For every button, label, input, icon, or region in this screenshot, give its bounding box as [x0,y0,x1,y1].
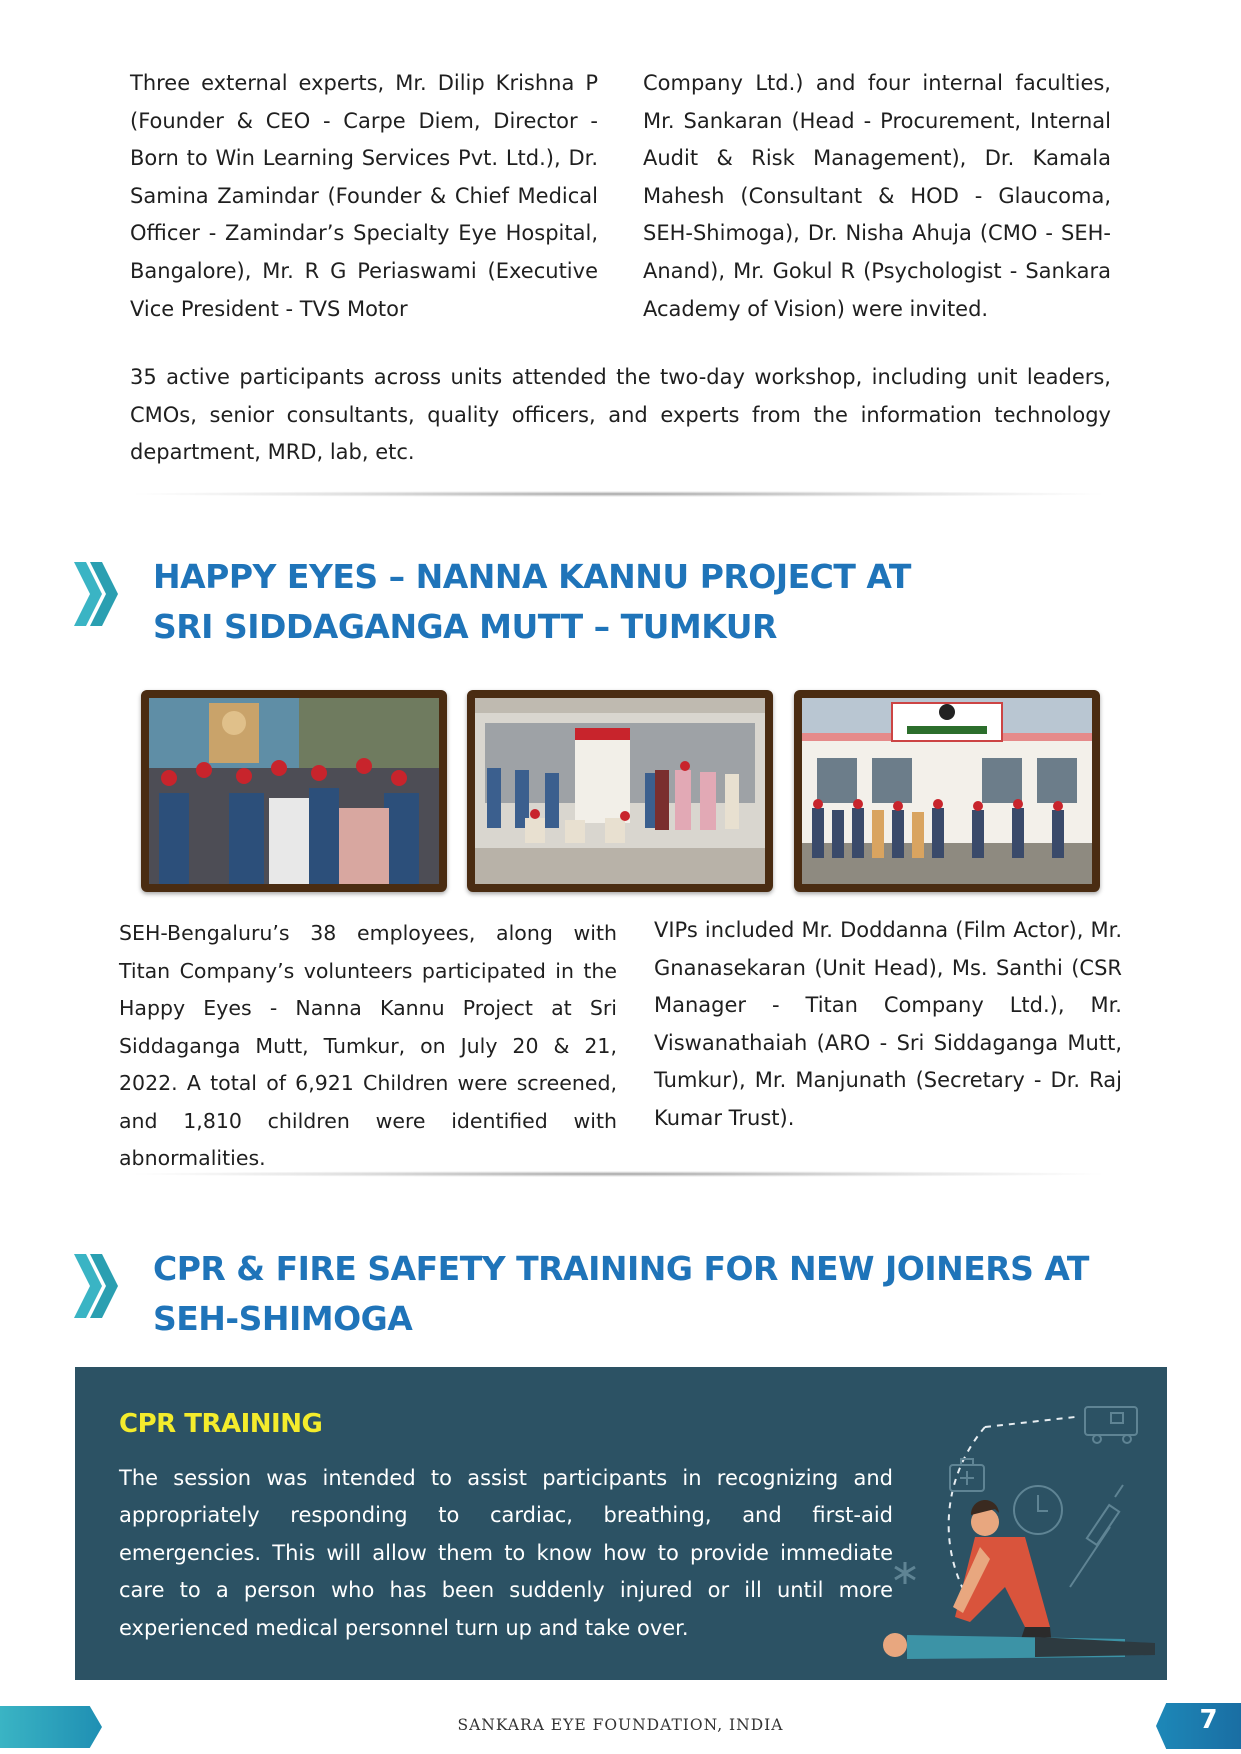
happy-eyes-heading-line2: SRI SIDDAGANGA MUTT – TUMKUR [153,607,777,646]
cpr-training-panel [75,1367,1167,1680]
intro-right-column: Company Ltd.) and four internal faculties, Mr. Sankaran (Head - Procurement, Internal Audit & Risk Management), Dr. Kamala Mahesh (Consultant & HOD - Glaucoma, SEH-Shimoga), Dr. Nisha Ahuja (CMO - SEH-Anand), Mr. Gokul R (Psychologist - Sankara Academy of Vision) were invited. [643,71,1111,321]
chevron-icon [74,558,120,630]
cpr-heading-line2: SEH-SHIMOGA [153,1299,413,1338]
footer-org-name: SANKARA EYE FOUNDATION, INDIA [457,1716,784,1734]
page-number: 7 [1199,1705,1218,1735]
cpr-training-title: CPR TRAINING [119,1409,323,1439]
participants-paragraph: 35 active participants across units attended the two-day workshop, including unit leaders, CMOs, senior consultants, quality officers, and experts from the information technology department, MRD, lab, etc. [130,365,1111,465]
cpr-section-heading [153,1244,1089,1344]
section-divider [136,1171,1101,1177]
cpr-training-text: The session was intended to assist participants in recognizing and appropriately responding to cardiac, breathing, and first-aid emergencies. This will allow them to know how to provide immediate care to a person who has been suddenly injured or ill until more experienced medical personnel turn up and take over. [119,1466,893,1640]
chevron-icon [74,1250,120,1322]
happy-eyes-heading-line1: HAPPY EYES – NANNA KANNU PROJECT AT [153,557,911,596]
photo-screening-crowd [141,690,447,892]
happy-eyes-left-column: SEH-Bengaluru’s 38 employees, along with Titan Company’s volunteers participated in the Happy Eyes - Nanna Kannu Project at Sri Siddaganga Mutt, Tumkur, on July 20 & 21, 2022. A total of 6,921 Children were screened, and 1,810 children were identified with abnormalities. [119,921,617,1170]
ambulance-icon [1085,1407,1137,1443]
star-of-life-icon [895,1562,915,1584]
patient-lying-down [883,1633,1155,1659]
happy-eyes-heading [153,552,911,652]
happy-eyes-right-column: VIPs included Mr. Doddanna (Film Actor), Mr. Gnanasekaran (Unit Head), Ms. Santhi (CSR Manager - Titan Company Ltd.), Mr. Viswanathaiah (ARO - Sri Siddaganga Mutt, Tumkur), Mr. Manjunath (Secretary - Dr. Raj Kumar Trust). [654,918,1122,1130]
person-performing-cpr [953,1500,1053,1657]
section-divider [136,491,1101,497]
syringe-icon [1070,1485,1123,1587]
photo-siddaganga-mutt [794,690,1100,892]
cpr-heading-line1: CPR & FIRE SAFETY TRAINING FOR NEW JOINERS AT [153,1249,1089,1288]
first-aid-kit-icon [950,1459,984,1491]
photo-group-banner [467,690,773,892]
cpr-illustration [875,1387,1165,1677]
intro-left-column: Three external experts, Mr. Dilip Krishna P (Founder & CEO - Carpe Diem, Director - Born to Win Learning Services Pvt. Ltd.), Dr. Samina Zamindar (Founder & Chief Medical Officer - Zamindar’s Specialty Eye Hospital, Bangalore), Mr. R G Periaswami (Executive Vice President - TVS Motor [130,71,598,321]
clock-icon [1014,1486,1062,1534]
